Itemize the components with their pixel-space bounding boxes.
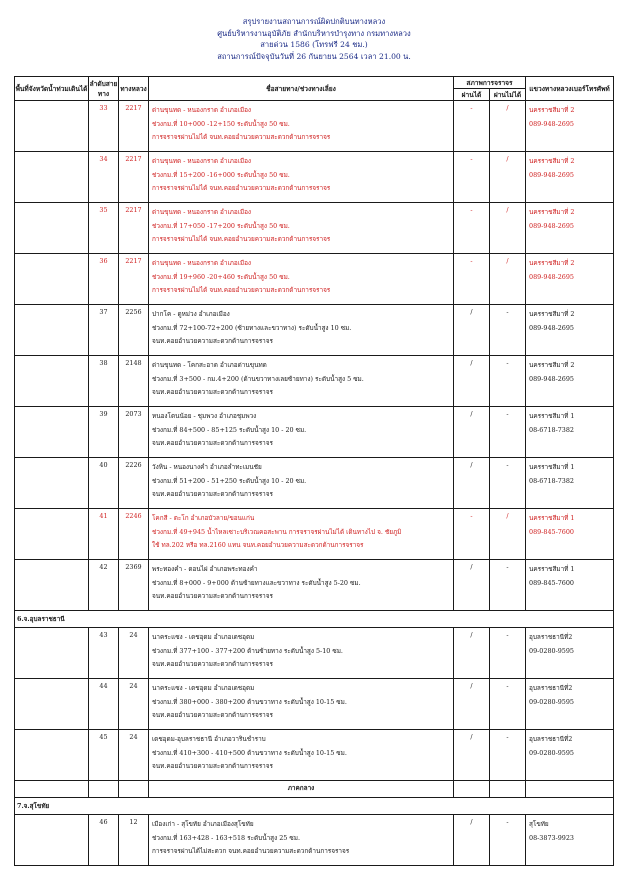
route-cell: 12 — [119, 815, 149, 866]
col-nopass-header: ผ่านไม่ได้ — [490, 89, 526, 101]
area-cell — [15, 254, 89, 305]
table-row — [15, 509, 614, 560]
table-row — [15, 203, 614, 254]
route-cell: 2217 — [119, 254, 149, 305]
area-cell — [15, 101, 89, 152]
phone-number: 089-948-2695 — [529, 119, 574, 128]
area-cell — [15, 407, 89, 458]
section-sukhothai: 7.จ.สุโขทัย — [15, 798, 614, 815]
area-cell — [15, 305, 89, 356]
nopass-cell: / — [490, 101, 526, 152]
phone-number: 089-845-7600 — [529, 527, 574, 536]
seq-cell: 36 — [89, 254, 119, 305]
phone-number: 08-6718-7382 — [529, 476, 574, 485]
col-seq-header: ลำดับสายทาง — [89, 77, 119, 101]
contact-cell — [526, 356, 614, 407]
contact-cell — [526, 203, 614, 254]
detail-line: ใช้ ทล.202 หรือ ทล.2160 แทน จนท.คอยอำนวยความสะดวกด้านการจราจร — [152, 541, 364, 549]
pass-cell: / — [454, 628, 490, 679]
section-row — [15, 611, 614, 628]
area-cell — [15, 628, 89, 679]
route-cell: 24 — [119, 679, 149, 730]
detail-line: ด่านขุนทด - หนองกราด อำเภอเมือง — [152, 259, 252, 267]
area-cell — [15, 730, 89, 781]
area-cell — [15, 152, 89, 203]
detail-line: การจราจรผ่านไม่ได้ จนท.คอยอำนวยความสะดวกด้านการจราจร — [152, 133, 331, 141]
nopass-cell: - — [490, 628, 526, 679]
phone-number: 09-0280-9595 — [529, 697, 574, 706]
detail-line: ช่วงกม.ที่ 380+000 - 380+200 ด้านขวาทาง ระดับน้ำสูง 10-15 ซม. — [152, 697, 347, 706]
nopass-cell: / — [490, 203, 526, 254]
district-office: นครราชสีมาที่ 2 — [529, 310, 575, 318]
contact-cell — [526, 254, 614, 305]
district-office: นครราชสีมาที่ 1 — [529, 463, 575, 471]
contact-cell — [526, 509, 614, 560]
route-detail-cell — [149, 679, 454, 730]
table-row — [15, 101, 614, 152]
district-office: นครราชสีมาที่ 1 — [529, 565, 575, 573]
seq-cell: 44 — [89, 679, 119, 730]
pass-cell: / — [454, 815, 490, 866]
phone-number: 089-948-2695 — [529, 323, 574, 332]
contact-cell — [526, 407, 614, 458]
detail-line: การจราจรผ่านได้ไม่สะดวก จนท.คอยอำนวยความสะดวกด้านการจราจร — [152, 847, 350, 855]
route-cell: 2217 — [119, 152, 149, 203]
pass-cell: / — [454, 679, 490, 730]
detail-line: ช่วงกม.ที่ 377+100 - 377+200 ด้านซ้ายทาง ระดับน้ำสูง 5-10 ซม. — [152, 646, 343, 655]
detail-line: เมืองเก่า - สุโขทัย อำเภอเมืองสุโขทัย — [152, 820, 254, 828]
table-row — [15, 628, 614, 679]
district-office: อุบลราชธานีที่2 — [529, 633, 573, 641]
phone-number: 09-0280-9595 — [529, 646, 574, 655]
district-office: นครราชสีมาที่ 1 — [529, 412, 575, 420]
nopass-cell: - — [490, 458, 526, 509]
route-cell: 2073 — [119, 407, 149, 458]
pass-cell: - — [454, 101, 490, 152]
seq-cell: 45 — [89, 730, 119, 781]
nopass-cell: - — [490, 815, 526, 866]
detail-line: จนท.คอยอำนวยความสะดวกด้านการจราจร — [152, 388, 273, 396]
detail-line: นาคระแซง - เดชอุดม อำเภอเดชอุดม — [152, 684, 255, 692]
report-hotline: สายด่วน 1586 (โทรฟรี 24 ชม.) — [260, 40, 368, 49]
pass-cell: / — [454, 305, 490, 356]
report-agency: ศูนย์บริหารงานอุบัติภัย สำนักบริหารบำรุงทาง กรมทางหลวง — [217, 28, 411, 38]
detail-line: ช่วงกม.ที่ 163+428 - 163+518 ระดับน้ำสูง 25 ซม. — [152, 833, 300, 842]
district-office: อุบลราชธานีที่2 — [529, 684, 573, 692]
detail-line: จนท.คอยอำนวยความสะดวกด้านการจราจร — [152, 762, 273, 770]
detail-line: จนท.คอยอำนวยความสะดวกด้านการจราจร — [152, 490, 273, 498]
nopass-cell: - — [490, 679, 526, 730]
route-detail-cell — [149, 356, 454, 407]
detail-line: ช่วงกม.ที่ 72+100-72+200 (ซ้ายทางและขวาทาง) ระดับน้ำสูง 10 ซม. — [152, 323, 352, 332]
detail-line: ช่วงกม.ที่ 19+960 -20+460 ระดับน้ำสูง 50 ซม. — [152, 272, 290, 281]
area-cell — [15, 509, 89, 560]
seq-cell: 38 — [89, 356, 119, 407]
detail-line: ด่านขุนทด - หนองกราด อำเภอเมือง — [152, 208, 252, 216]
seq-cell: 37 — [89, 305, 119, 356]
detail-line: การจราจรผ่านไม่ได้ จนท.คอยอำนวยความสะดวกด้านการจราจร — [152, 184, 331, 192]
nopass-cell: / — [490, 509, 526, 560]
col-pass-header: ผ่านได้ — [454, 89, 490, 101]
route-detail-cell — [149, 560, 454, 611]
district-office: นครราชสีมาที่ 1 — [529, 514, 575, 522]
route-detail-cell — [149, 305, 454, 356]
area-cell — [15, 679, 89, 730]
contact-cell — [526, 730, 614, 781]
seq-cell: 42 — [89, 560, 119, 611]
seq-cell: 39 — [89, 407, 119, 458]
route-cell: 2148 — [119, 356, 149, 407]
detail-line: ช่วงกม.ที่ 410+300 - 410+500 ด้านขวาทาง ระดับน้ำสูง 10-15 ซม. — [152, 748, 347, 757]
area-cell — [15, 356, 89, 407]
area-cell — [15, 203, 89, 254]
table-row — [15, 730, 614, 781]
table-row — [15, 560, 614, 611]
detail-line: เดชอุดม-อุบลราชธานี อำเภอวารินชำราบ — [152, 735, 266, 743]
contact-cell — [526, 560, 614, 611]
phone-number: 09-0280-9595 — [529, 748, 574, 757]
detail-line: วังหิน - หนองนางคำ อำเภอลำทะเมนชัย — [152, 463, 262, 471]
phone-number: 089-948-2695 — [529, 374, 574, 383]
col-route-header: ทางหลวง — [119, 77, 149, 101]
route-detail-cell — [149, 203, 454, 254]
route-cell: 2369 — [119, 560, 149, 611]
contact-cell — [526, 458, 614, 509]
district-office: สุโขทัย — [529, 820, 549, 828]
phone-number: 089-948-2695 — [529, 221, 574, 230]
route-detail-cell — [149, 815, 454, 866]
flood-report-table — [14, 76, 614, 866]
detail-line: ช่วงกม.ที่ 17+050 -17+200 ระดับน้ำสูง 50 ซม. — [152, 221, 290, 230]
area-cell — [15, 458, 89, 509]
detail-line: จนท.คอยอำนวยความสะดวกด้านการจราจร — [152, 711, 273, 719]
detail-line: โคกสี - ตะโก อำเภอบัวลาย/ขอนแก่น — [152, 514, 255, 522]
table-row — [15, 305, 614, 356]
nopass-cell: / — [490, 152, 526, 203]
detail-line: ช่วงกม.ที่ 3+500 - กม.4+200 (ด้านขวาทางเลยซ้ายทาง) ระดับน้ำสูง 5 ซม. — [152, 374, 364, 383]
pass-cell: / — [454, 560, 490, 611]
detail-line: หนองโดนน้อย - ชุมพวง อำเภอชุมพวง — [152, 412, 257, 420]
contact-cell — [526, 628, 614, 679]
table-row — [15, 679, 614, 730]
contact-cell — [526, 101, 614, 152]
detail-line: นาคระแซง - เดชอุดม อำเภอเดชอุดม — [152, 633, 255, 641]
detail-line: ช่วงกม.ที่ 15+200 -16+000 ระดับน้ำสูง 50 ซม. — [152, 170, 290, 179]
report-header — [0, 0, 628, 62]
route-cell: 2246 — [119, 509, 149, 560]
seq-cell: 34 — [89, 152, 119, 203]
detail-line: ช่วงกม.ที่ 10+000 -12+150 ระดับน้ำสูง 50 ซม. — [152, 119, 290, 128]
route-cell: 2217 — [119, 101, 149, 152]
district-office: นครราชสีมาที่ 2 — [529, 361, 575, 369]
pass-cell: / — [454, 356, 490, 407]
nopass-cell: - — [490, 730, 526, 781]
col-area-header: พื้นที่จังหวัดน้ำท่วมเดินได้ — [15, 77, 89, 101]
route-detail-cell — [149, 458, 454, 509]
route-detail-cell — [149, 628, 454, 679]
phone-number: 089-948-2695 — [529, 170, 574, 179]
col-name-header: ชื่อสายทาง/ช่วงทางเลี่ยง — [149, 77, 454, 101]
detail-line: ด่านขุนทด - หนองกราด อำเภอเมือง — [152, 106, 252, 114]
contact-cell — [526, 305, 614, 356]
pass-cell: - — [454, 152, 490, 203]
district-office: นครราชสีมาที่ 2 — [529, 259, 575, 267]
pass-cell: / — [454, 407, 490, 458]
report-title: สรุปรายงานสถานการณ์ผิดปกติบนทางหลวง — [242, 17, 386, 26]
district-office: นครราชสีมาที่ 2 — [529, 208, 575, 216]
nopass-cell: - — [490, 356, 526, 407]
seq-cell: 33 — [89, 101, 119, 152]
nopass-cell: - — [490, 407, 526, 458]
table-row — [15, 458, 614, 509]
district-office: นครราชสีมาที่ 2 — [529, 106, 575, 114]
seq-cell: 35 — [89, 203, 119, 254]
route-cell: 2256 — [119, 305, 149, 356]
pass-cell: - — [454, 203, 490, 254]
phone-number: 089-845-7600 — [529, 578, 574, 587]
section-ubon: 6.จ.อุบลราชธานี — [15, 611, 614, 628]
area-cell — [15, 815, 89, 866]
table-row — [15, 356, 614, 407]
route-detail-cell — [149, 101, 454, 152]
detail-line: ช่วงกม.ที่ 51+200 - 51+250 ระดับน้ำสูง 10 - 20 ซม. — [152, 476, 307, 485]
table-row — [15, 815, 614, 866]
detail-line: จนท.คอยอำนวยความสะดวกด้านการจราจร — [152, 592, 273, 600]
route-cell: 24 — [119, 730, 149, 781]
detail-line: จนท.คอยอำนวยความสะดวกด้านการจราจร — [152, 439, 273, 447]
table-row — [15, 254, 614, 305]
detail-line: ด่านขุนทด - โคกสะอาด อำเภอด่านขุนทด — [152, 361, 267, 369]
phone-number: 089-948-2695 — [529, 272, 574, 281]
nopass-cell: - — [490, 560, 526, 611]
seq-cell: 40 — [89, 458, 119, 509]
detail-line: ปากโค - ดูหม่วง อำเภอเมือง — [152, 310, 230, 318]
district-office: นครราชสีมาที่ 2 — [529, 157, 575, 165]
detail-line: การจราจรผ่านไม่ได้ จนท.คอยอำนวยความสะดวกด้านการจราจร — [152, 286, 331, 294]
contact-cell — [526, 815, 614, 866]
pass-cell: / — [454, 458, 490, 509]
route-cell: 2217 — [119, 203, 149, 254]
route-cell: 2226 — [119, 458, 149, 509]
nopass-cell: - — [490, 305, 526, 356]
area-cell — [15, 560, 89, 611]
seq-cell: 43 — [89, 628, 119, 679]
detail-line: จนท.คอยอำนวยความสะดวกด้านการจราจร — [152, 660, 273, 668]
detail-line: การจราจรผ่านไม่ได้ จนท.คอยอำนวยความสะดวกด้านการจราจร — [152, 235, 331, 243]
route-detail-cell — [149, 152, 454, 203]
region-central: ภาคกลาง — [149, 781, 454, 798]
phone-number: 08-3873-9923 — [529, 833, 574, 842]
pass-cell: - — [454, 509, 490, 560]
table-row — [15, 407, 614, 458]
route-detail-cell — [149, 730, 454, 781]
contact-cell — [526, 679, 614, 730]
detail-line: จนท.คอยอำนวยความสะดวกด้านการจราจร — [152, 337, 273, 345]
seq-cell: 46 — [89, 815, 119, 866]
table-row — [15, 152, 614, 203]
route-cell: 24 — [119, 628, 149, 679]
region-row — [15, 781, 614, 798]
nopass-cell: / — [490, 254, 526, 305]
pass-cell: - — [454, 254, 490, 305]
district-office: อุบลราชธานีที่2 — [529, 735, 573, 743]
section-row — [15, 798, 614, 815]
route-detail-cell — [149, 509, 454, 560]
pass-cell: / — [454, 730, 490, 781]
contact-cell — [526, 152, 614, 203]
route-detail-cell — [149, 407, 454, 458]
col-status-header: สภาพการจราจร — [454, 77, 526, 89]
col-contact-header: แขวงทางหลวงเบอร์โทรศัพท์ — [526, 77, 614, 101]
seq-cell: 41 — [89, 509, 119, 560]
detail-line: พระทองคำ - ดอนไผ่ อำเภอพระทองคำ — [152, 565, 258, 573]
route-detail-cell — [149, 254, 454, 305]
phone-number: 08-6718-7382 — [529, 425, 574, 434]
detail-line: ด่านขุนทด - หนองกราด อำเภอเมือง — [152, 157, 252, 165]
detail-line: ช่วงกม.ที่ 49+945 น้ำไหลเซาะบริเวณคอสะพาน การจราจรผ่านไม่ได้ เดินทางไป จ. ชัยภูมิ — [152, 527, 402, 536]
detail-line: ช่วงกม.ที่ 8+000 - 9+000 ด้านซ้ายทางและขวาทาง ระดับน้ำสูง 5-20 ซม. — [152, 578, 361, 587]
report-datetime: สถานการณ์ปัจจุบันวันที่ 26 กันยายน 2564 เวลา 21.00 น. — [217, 51, 411, 61]
detail-line: ช่วงกม.ที่ 84+500 - 85+125 ระดับน้ำสูง 10 - 20 ซม. — [152, 425, 307, 434]
